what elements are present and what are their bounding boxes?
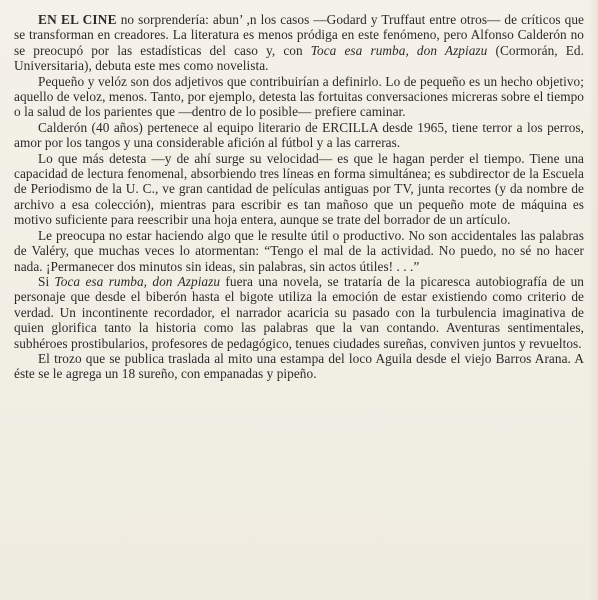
article-paragraph [14,12,584,74]
paragraph-text: Calderón (40 años) pertenece al equipo literario de ERCILLA desde 1965, tiene terror a los perros, amor por los tangos y una considerable afición al fútbol y a las carreras. [14,119,584,151]
article-body [14,12,584,382]
article-paragraph [14,151,584,228]
paragraph-text: Le preocupa no estar haciendo algo que le resulte útil o productivo. No son accidentales las palabras de Valéry, que muchas veces lo atormentan: “Tengo el mal de la actividad. No puedo, no sé no hacer nada. ¡Permanecer dos minutos sin ideas, sin palabras, sin actos útiles! . . .” [14,227,584,274]
page-edge-shadow [588,0,598,600]
paragraph-text: Lo que más detesta —y de ahí surge su velocidad— es que le hagan perder el tiempo. Tiene una capacidad de lectura fenomenal, absorbiendo tres líneas en forma simultánea; es subdirector de la Escuela de Periodismo de la U. C., ve gran cantidad de películas antiguas por TV, junta recortes (y da nombre de archivo a esa colección), mientras para escribir es tan mañoso que un pequeño mote de máquina es motivo suficiente para reescribir una hoja entera, aunque se trate del borrador de un artículo. [14,150,584,228]
paragraph-text: El trozo que se publica traslada al mito una estampa del loco Aguila desde el viejo Barros Arana. A éste se le agrega un 18 sureño, con empanadas y pipeño. [14,350,584,382]
paragraph-text: fuera una novela, se trataría de la picaresca autobiografía de un personaje que desde el biberón hasta el bigote utiliza la emoción de estar existiendo como criterio de verdad. Un incontinente recordador, el narrador acaricia su pasado con la turbulencia imaginativa de quien glorifica tanto la historia como las palabras que la van contando. Aventuras sentimentales, subhéroes prostibularios, profesores de pedagógico, tenues ciudades sureñas, conviven juntos y revueltos. [14,273,584,351]
paragraph-text: Pequeño y velóz son dos adjetivos que contribuirían a definirlo. Lo de pequeño es un hecho objetivo; aquello de veloz, menos. Tanto, por ejemplo, detesta las fortuitas conversaciones micreras sobre el tiempo o la salud de los parientes que —dentro de lo posible— prefiere caminar. [14,73,584,120]
paragraph-text: Si [38,273,55,289]
lead-in-text: EN EL CINE [38,12,117,27]
article-paragraph [14,74,584,120]
article-paragraph [14,274,584,351]
article-paragraph [14,351,584,382]
book-title-text: Toca esa rumba, don Azpiazu [54,273,221,289]
book-title-text: Toca esa rumba, don Azpiazu [310,42,488,58]
article-paragraph [14,228,584,274]
article-paragraph [14,120,584,151]
paragraph-text: (Cormorán, Ed. Universitaria), debuta este mes como novelista. [14,42,584,74]
paragraph-text: no sorprendería: abun’ ,n los casos —Godard y Truffaut entre otros— de críticos que se transforman en creadores. La literatura es menos pródiga en este fenómeno, pero Alfonso Calderón no se preocupó por las estadísticas del caso y, con [14,12,584,58]
